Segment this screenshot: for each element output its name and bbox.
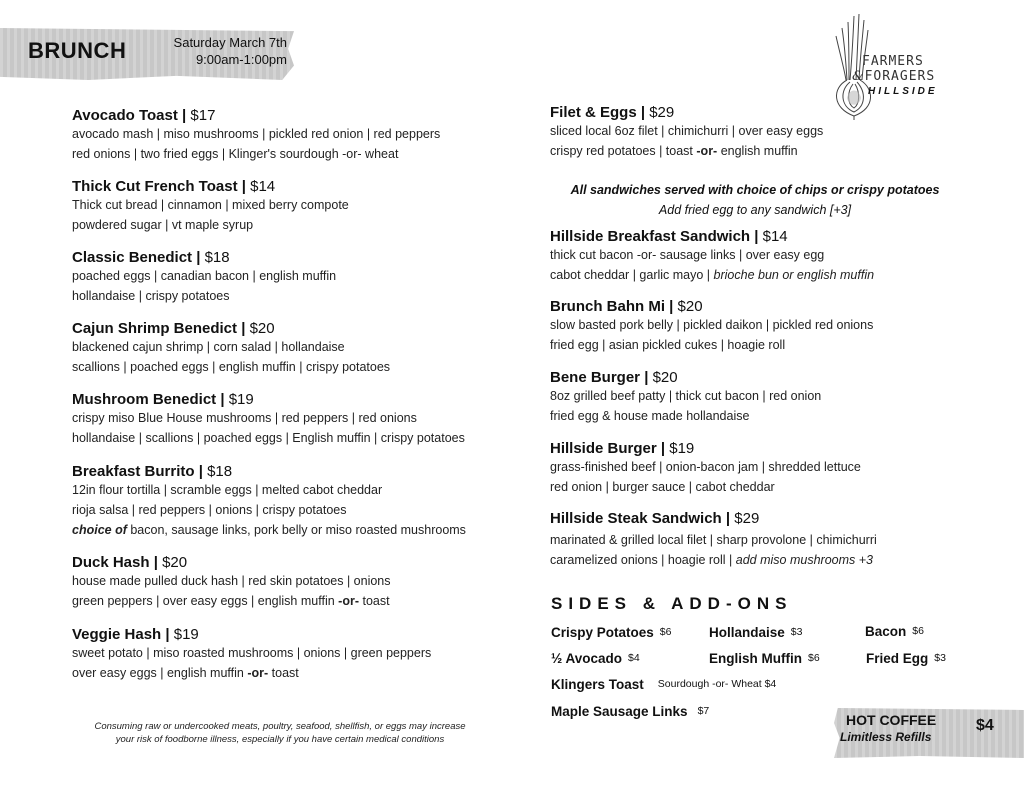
side-english-muffin	[709, 651, 820, 666]
item-price: $19	[228, 391, 254, 408]
health-disclaimer	[60, 720, 500, 746]
item-desc-line	[72, 663, 431, 683]
disclaimer-line: Consuming raw or undercooked meats, poultry, seafood, shellfish, or eggs may increase	[94, 721, 466, 732]
logo-line-farmers: FARMERS	[862, 54, 924, 69]
item-name: Filet & Eggs |	[550, 104, 646, 121]
desc-text: english muffin	[720, 144, 798, 158]
item-desc-line	[550, 550, 877, 570]
side-name: Fried Egg	[866, 651, 929, 666]
side-maple-sausage	[551, 704, 709, 719]
menu-item-steak-sandwich	[550, 510, 877, 570]
item-price: $20	[652, 369, 678, 386]
item-desc-line: powdered sugar | vt maple syrup	[72, 218, 254, 232]
desc-text: caramelized onions | hoagie roll |	[550, 553, 733, 567]
item-name: Classic Benedict |	[72, 249, 201, 266]
item-desc-line: crispy miso Blue House mushrooms | red peppers | red onions	[72, 411, 417, 425]
side-price: $3	[790, 626, 803, 638]
menu-item-bahn-mi	[550, 298, 873, 355]
item-title	[72, 249, 336, 266]
item-desc-line: thick cut bacon -or- sausage links | over easy egg	[550, 248, 825, 262]
item-name: Hillside Steak Sandwich |	[550, 510, 731, 527]
menu-item-mushroom-benedict	[72, 391, 465, 448]
item-desc-line: fried egg & house made hollandaise	[550, 409, 750, 423]
side-crispy-potatoes	[551, 625, 671, 640]
item-name: Hillside Burger |	[550, 440, 666, 457]
or-text: -or-	[696, 144, 718, 158]
side-price: $6	[807, 652, 820, 664]
item-title	[550, 298, 873, 315]
menu-item-cajun-shrimp-benedict	[72, 320, 390, 377]
menu-item-duck-hash	[72, 554, 391, 611]
logo-ampersand: &	[852, 69, 865, 84]
menu-item-hillside-burger	[550, 440, 861, 497]
menu-item-avocado-toast	[72, 107, 440, 164]
item-name: Hillside Breakfast Sandwich |	[550, 228, 759, 245]
item-price: $17	[190, 107, 216, 124]
side-bacon	[865, 624, 924, 639]
item-desc-line: slow basted pork belly | pickled daikon | pickled red onions	[550, 318, 874, 332]
menu-item-filet-eggs	[550, 104, 823, 161]
menu-date	[155, 34, 287, 68]
item-name: Mushroom Benedict |	[72, 391, 225, 408]
item-price: $20	[677, 298, 703, 315]
item-name: Thick Cut French Toast |	[72, 178, 246, 195]
item-price: $20	[249, 320, 275, 337]
item-price: $18	[207, 463, 233, 480]
date-text: Saturday March 7th	[173, 35, 287, 50]
logo-subtitle: HILLSIDE	[868, 86, 938, 97]
item-title	[72, 107, 440, 124]
desc-text: cabot cheddar | garlic mayo |	[550, 268, 711, 282]
choice-label: choice of	[72, 523, 127, 537]
item-title	[550, 228, 874, 245]
logo-line-foragers	[852, 69, 936, 84]
side-price: $4	[628, 652, 640, 664]
item-name: Avocado Toast |	[72, 107, 187, 124]
logo-wordmark	[852, 54, 936, 84]
item-name: Breakfast Burrito |	[72, 463, 203, 480]
item-desc-line: grass-finished beef | onion-bacon jam | shredded lettuce	[550, 460, 861, 474]
item-price: $29	[734, 510, 760, 527]
item-desc-line: 12in flour tortilla | scramble eggs | melted cabot cheddar	[72, 483, 383, 497]
item-desc-line: avocado mash | miso mushrooms | pickled red onion | red peppers	[72, 127, 441, 141]
item-name: Veggie Hash |	[72, 626, 170, 643]
item-price: $18	[204, 249, 230, 266]
menu-item-breakfast-burrito	[72, 463, 466, 540]
disclaimer-line: your risk of foodborne illness, especially if you have certain medical conditions	[115, 734, 445, 745]
hours-text: 9:00am-1:00pm	[195, 52, 287, 67]
item-desc-line: poached eggs | canadian bacon | english muffin	[72, 269, 337, 283]
desc-italic: brioche bun or english muffin	[713, 268, 875, 282]
sandwich-note-line: Add fried egg to any sandwich [+3]	[658, 203, 852, 217]
coffee-title: HOT COFFEE	[846, 712, 937, 728]
item-desc-line: red onion | burger sauce | cabot cheddar	[550, 480, 775, 494]
item-name: Duck Hash |	[72, 554, 158, 571]
side-price: $3	[934, 652, 946, 664]
menu-item-breakfast-sandwich	[550, 228, 874, 285]
or-text: -or-	[338, 594, 359, 608]
item-desc-line: fried egg | asian pickled cukes | hoagie roll	[550, 338, 786, 352]
item-price: $20	[162, 554, 188, 571]
item-name: Brunch Bahn Mi |	[550, 298, 674, 315]
desc-text: green peppers | over easy eggs | english muffin	[72, 594, 335, 608]
desc-italic: add miso mushrooms +3	[735, 553, 873, 567]
item-desc-line: 8oz grilled beef patty | thick cut bacon | red onion	[550, 389, 822, 403]
item-desc-line: hollandaise | scallions | poached eggs | English muffin | crispy potatoes	[72, 431, 465, 445]
desc-text: over easy eggs | english muffin	[72, 666, 244, 680]
side-price: $7	[697, 705, 710, 717]
item-desc-line: scallions | poached eggs | english muffin | crispy potatoes	[72, 360, 391, 374]
item-desc-line	[72, 591, 391, 611]
desc-text: toast	[271, 666, 299, 680]
item-desc-line: red onions | two fried eggs | Klinger's sourdough -or- wheat	[72, 147, 399, 161]
sides-heading: SIDES & ADD-ONS	[551, 594, 793, 613]
or-text: -or-	[247, 666, 269, 680]
sandwich-note	[550, 180, 960, 220]
item-price: $29	[649, 104, 675, 121]
menu-item-bene-burger	[550, 369, 821, 426]
side-name: Maple Sausage Links	[551, 704, 688, 719]
item-title	[72, 391, 465, 408]
side-half-avocado	[551, 651, 640, 666]
side-name: Crispy Potatoes	[551, 625, 654, 640]
item-price: $14	[762, 228, 788, 245]
side-price: Sourdough -or- Wheat $4	[657, 678, 777, 690]
item-price: $14	[250, 178, 276, 195]
side-name: Hollandaise	[709, 625, 785, 640]
item-desc-line: sliced local 6oz filet | chimichurri | over easy eggs	[550, 124, 824, 138]
desc-text: toast	[362, 594, 390, 608]
item-desc-line: house made pulled duck hash | red skin potatoes | onions	[72, 574, 391, 588]
menu-item-french-toast	[72, 178, 349, 235]
item-desc-line: sweet potato | miso roasted mushrooms | onions | green peppers	[72, 646, 432, 660]
item-name: Cajun Shrimp Benedict |	[72, 320, 246, 337]
item-title	[550, 440, 861, 457]
side-price: $6	[912, 625, 924, 637]
item-desc-line: marinated & grilled local filet | sharp provolone | chimichurri	[550, 533, 877, 547]
side-name: Bacon	[865, 624, 907, 639]
side-price: $6	[659, 626, 672, 638]
item-desc-line	[550, 141, 823, 161]
item-title	[72, 320, 390, 337]
item-desc-line	[550, 265, 874, 285]
item-desc-line: hollandaise | crispy potatoes	[72, 289, 230, 303]
menu-title: BRUNCH	[28, 38, 127, 63]
menu-item-veggie-hash	[72, 626, 431, 683]
logo-foragers-text: FORAGERS	[864, 69, 936, 84]
menu-item-classic-benedict	[72, 249, 336, 306]
desc-text: crispy red potatoes | toast	[550, 144, 693, 158]
item-desc-line: blackened cajun shrimp | corn salad | hollandaise	[72, 340, 345, 354]
choice-text: bacon, sausage links, pork belly or miso roasted mushrooms	[130, 523, 466, 537]
item-name: Bene Burger |	[550, 369, 649, 386]
side-fried-egg	[866, 651, 946, 666]
item-title	[72, 554, 391, 571]
item-title	[550, 510, 877, 527]
item-title	[72, 463, 466, 480]
item-price: $19	[173, 626, 199, 643]
side-name: ½ Avocado	[551, 651, 623, 666]
item-desc-line: Thick cut bread | cinnamon | mixed berry compote	[72, 198, 349, 212]
side-hollandaise	[709, 625, 802, 640]
side-name: English Muffin	[709, 651, 802, 666]
item-price: $19	[669, 440, 695, 457]
item-title	[72, 626, 431, 643]
item-title	[550, 369, 821, 386]
coffee-price: $4	[976, 717, 994, 734]
item-title	[72, 178, 349, 195]
item-desc-line: rioja salsa | red peppers | onions | crispy potatoes	[72, 503, 347, 517]
coffee-subtitle: Limitless Refills	[840, 730, 932, 744]
side-name: Klingers Toast	[551, 677, 644, 692]
sandwich-note-line: All sandwiches served with choice of chips or crispy potatoes	[570, 183, 940, 197]
item-desc-line	[72, 520, 466, 540]
side-klingers-toast	[551, 677, 776, 692]
item-title	[550, 104, 823, 121]
